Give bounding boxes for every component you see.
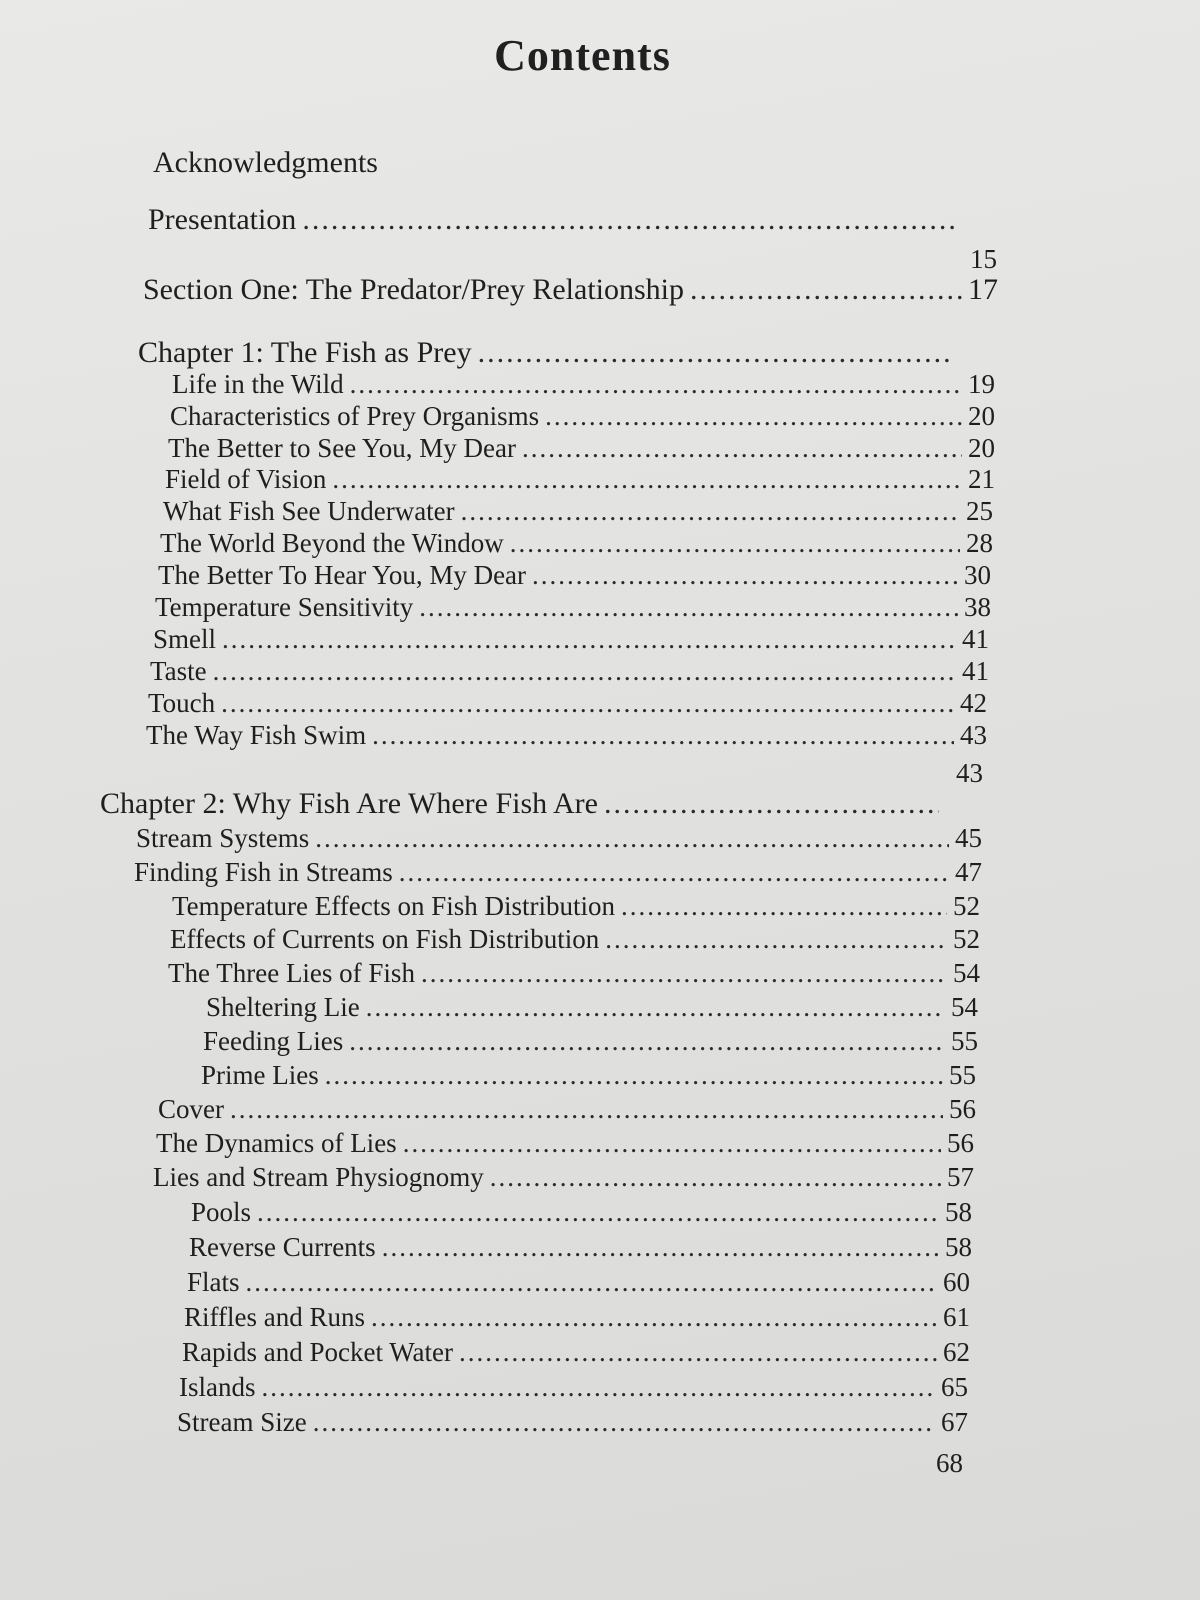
- toc-page-number: 60: [943, 1267, 970, 1297]
- toc-page-number: 45: [955, 823, 982, 853]
- toc-entry-label: Riffles and Runs: [184, 1302, 365, 1332]
- toc-entry-label: Feeding Lies: [203, 1026, 344, 1056]
- toc-entry-label: The Better to See You, My Dear: [168, 433, 516, 463]
- toc-page-number: 28: [966, 528, 993, 558]
- toc-entry: [156, 1128, 974, 1162]
- dot-leader: [604, 787, 939, 821]
- toc-entry: [158, 560, 991, 594]
- toc-entry: [148, 688, 987, 722]
- dot-leader: [246, 1267, 937, 1298]
- toc-entry-label: Section One: The Predator/Prey Relationship: [143, 273, 685, 306]
- dot-leader: [230, 1094, 943, 1125]
- dot-leader: [222, 624, 956, 655]
- dot-leader: [350, 369, 962, 400]
- toc-entry-label: What Fish See Underwater: [163, 496, 455, 526]
- toc-page-number: 56: [949, 1094, 976, 1124]
- dot-leader: [605, 924, 947, 955]
- toc-entry-section-one: [143, 273, 998, 307]
- toc-entry-label: Stream Systems: [136, 823, 310, 853]
- toc-entry-label: Presentation: [148, 203, 297, 236]
- toc-entry-label: The Better To Hear You, My Dear: [158, 560, 527, 590]
- toc-entry: [170, 924, 980, 958]
- toc-entry-label: The Three Lies of Fish: [168, 958, 415, 988]
- toc-page-number: 55: [951, 1026, 978, 1056]
- toc-page-number: 56: [947, 1128, 974, 1158]
- toc-entry-label: Temperature Sensitivity: [155, 592, 414, 622]
- toc-entry: [168, 958, 980, 992]
- toc-entry: [168, 433, 995, 467]
- toc-entry-presentation: [148, 203, 963, 237]
- toc-entry-label: Prime Lies: [201, 1060, 319, 1090]
- dot-leader: [325, 1060, 943, 1091]
- toc-page-number: 19: [968, 369, 995, 399]
- dot-leader: [510, 528, 960, 559]
- dot-leader: [262, 1372, 936, 1403]
- toc-entry: [134, 857, 982, 891]
- toc-page-number: 68: [936, 1448, 963, 1478]
- toc-page-number: 21: [968, 464, 995, 494]
- toc-entry: [184, 1302, 970, 1336]
- dot-leader: [459, 1337, 937, 1368]
- toc-entry-label: The Way Fish Swim: [146, 720, 367, 750]
- toc-entry-label: Sheltering Lie: [206, 992, 360, 1022]
- toc-entry: [150, 656, 989, 690]
- toc-page-number: 42: [960, 688, 987, 718]
- toc-page-number: 52: [953, 924, 980, 954]
- toc-entry: [163, 496, 993, 530]
- toc-page-number: 62: [943, 1337, 970, 1367]
- toc-entry-label: Chapter 2: Why Fish Are Where Fish Are: [100, 787, 598, 820]
- toc-page-number: 15: [970, 244, 997, 274]
- dot-leader: [690, 273, 962, 307]
- toc-entry: [177, 1407, 968, 1441]
- toc-entry-label: Rapids and Pocket Water: [182, 1337, 454, 1367]
- dot-leader: [372, 720, 954, 751]
- toc-entry-acknowledgments: [153, 146, 378, 180]
- toc-entry-label: Flats: [187, 1267, 240, 1297]
- toc-entry-label: Taste: [150, 656, 207, 686]
- dot-leader: [421, 958, 947, 989]
- toc-entry-label: Temperature Effects on Fish Distribution: [172, 891, 616, 921]
- dot-leader: [532, 560, 958, 591]
- toc-page-number: 67: [941, 1407, 968, 1437]
- toc-entry-label: The Dynamics of Lies: [156, 1128, 397, 1158]
- page-title: Contents: [494, 31, 671, 80]
- dot-leader: [315, 823, 949, 854]
- dot-leader: [399, 857, 949, 888]
- toc-entry-label: Touch: [148, 688, 216, 718]
- toc-entry: [160, 528, 993, 562]
- toc-entry-label: Reverse Currents: [189, 1232, 376, 1262]
- toc-entry: [158, 1094, 976, 1128]
- toc-page-number: 54: [951, 992, 978, 1022]
- toc-entry: [165, 464, 995, 498]
- toc-entry-label: Islands: [179, 1372, 256, 1402]
- toc-page-number: 17: [968, 273, 998, 306]
- toc-page-number: 43: [956, 758, 983, 788]
- dot-leader: [349, 1026, 945, 1057]
- toc-page-number: 55: [949, 1060, 976, 1090]
- toc-entry: [153, 624, 989, 658]
- toc-entry: [191, 1197, 972, 1231]
- dot-leader: [403, 1128, 941, 1159]
- toc-entry: [172, 891, 980, 925]
- toc-entry: [170, 401, 995, 435]
- toc-entry: [206, 992, 978, 1026]
- toc-page-number: 57: [947, 1162, 974, 1192]
- toc-page-number: 30: [964, 560, 991, 590]
- dot-leader: [461, 496, 960, 527]
- toc-entry-label: Finding Fish in Streams: [134, 857, 393, 887]
- dot-leader: [302, 203, 957, 237]
- dot-leader: [257, 1197, 939, 1228]
- toc-page-number: 61: [943, 1302, 970, 1332]
- toc-entry-label: The World Beyond the Window: [160, 528, 504, 558]
- toc-page-number: 38: [964, 592, 991, 622]
- toc-entry-label: Stream Size: [177, 1407, 307, 1437]
- dot-leader: [213, 656, 956, 687]
- toc-entry-label: Acknowledgments: [153, 146, 378, 179]
- toc-entry-label: Effects of Currents on Fish Distribution: [170, 924, 600, 954]
- toc-entry-label: Lies and Stream Physiognomy: [153, 1162, 484, 1192]
- toc-page-number: 41: [962, 656, 989, 686]
- toc-entry-label: Pools: [191, 1197, 252, 1227]
- toc-entry-label: Life in the Wild: [172, 369, 344, 399]
- toc-page-number: 58: [945, 1197, 972, 1227]
- dot-leader: [332, 464, 962, 495]
- dot-leader: [490, 1162, 941, 1193]
- toc-entry-chapter-1: [138, 336, 958, 370]
- dot-leader: [366, 992, 945, 1023]
- toc-page-number: 47: [955, 857, 982, 887]
- toc-page-number: 20: [968, 401, 995, 431]
- toc-entry: [179, 1372, 968, 1406]
- toc-page-number: 65: [941, 1372, 968, 1402]
- toc-page-number: 52: [953, 891, 980, 921]
- toc-entry: [136, 823, 982, 857]
- toc-entry-label: Cover: [158, 1094, 224, 1124]
- dot-leader: [419, 592, 958, 623]
- toc-page-number: 41: [962, 624, 989, 654]
- dot-leader: [371, 1302, 937, 1333]
- toc-entry: [146, 720, 987, 754]
- dot-leader: [545, 401, 962, 432]
- toc-entry: [153, 1162, 974, 1196]
- dot-leader: [313, 1407, 935, 1438]
- toc-page-number: 25: [966, 496, 993, 526]
- toc-entry: [187, 1267, 970, 1301]
- toc-page-number: 58: [945, 1232, 972, 1262]
- toc-page-number: 54: [953, 958, 980, 988]
- dot-leader: [221, 688, 954, 719]
- toc-entry: [203, 1026, 978, 1060]
- toc-page-number: 20: [968, 433, 995, 463]
- toc-entry-chapter-2: [100, 787, 945, 821]
- toc-entry: [155, 592, 991, 626]
- toc-entry: [201, 1060, 976, 1094]
- toc-entry-label: Field of Vision: [165, 464, 327, 494]
- toc-entry-label: Chapter 1: The Fish as Prey: [138, 336, 472, 369]
- toc-page-number: 43: [960, 720, 987, 750]
- toc-entry: [172, 369, 995, 403]
- toc-entry-label: Smell: [153, 624, 217, 654]
- dot-leader: [621, 891, 947, 922]
- toc-entry: [189, 1232, 972, 1266]
- dot-leader: [522, 433, 962, 464]
- toc-entry-label: Characteristics of Prey Organisms: [170, 401, 540, 431]
- toc-entry: [182, 1337, 970, 1371]
- dot-leader: [478, 336, 952, 370]
- dot-leader: [382, 1232, 939, 1263]
